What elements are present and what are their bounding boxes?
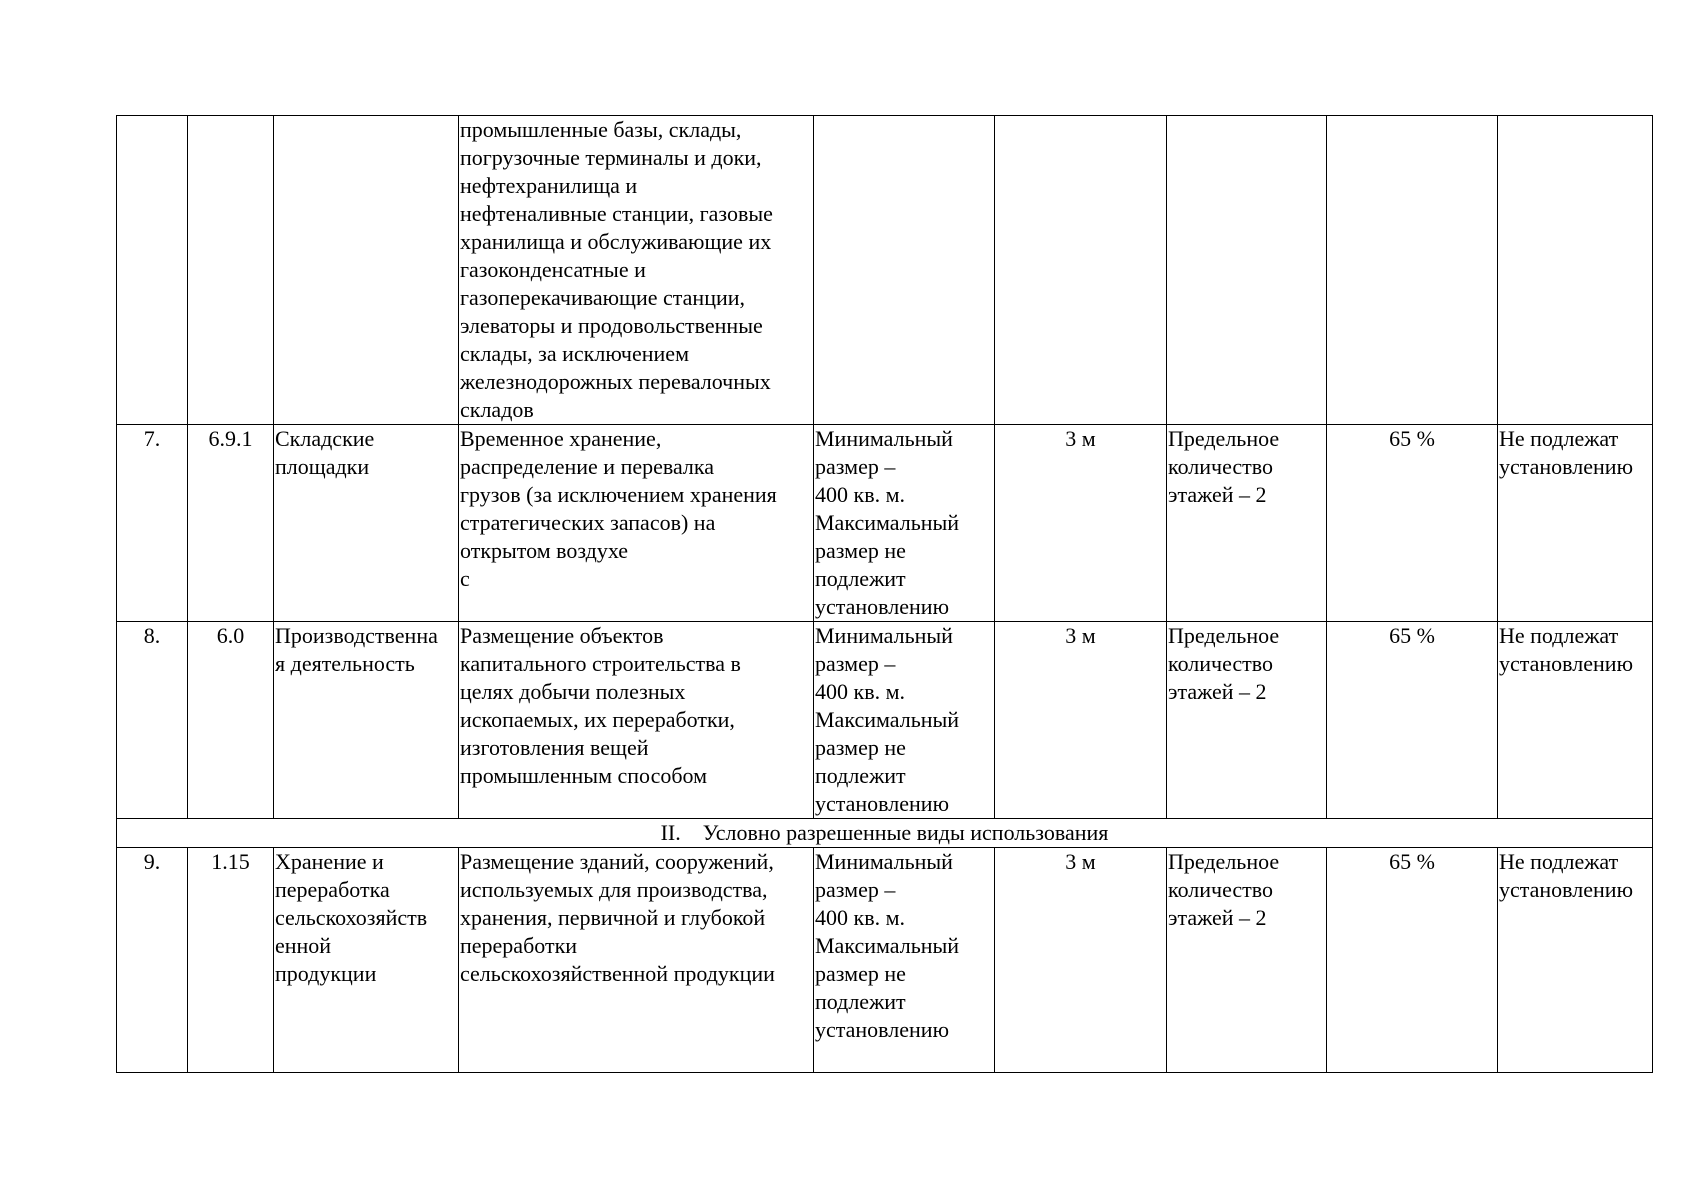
cell-floors	[1167, 116, 1327, 425]
table-row	[117, 848, 1653, 1073]
table-row	[117, 425, 1653, 622]
cell-other	[1498, 116, 1653, 425]
cell-num	[117, 116, 188, 425]
cell-code	[188, 425, 274, 622]
other-text: Не подлежат установлению	[1499, 849, 1634, 902]
setback-value: 3 м	[1065, 849, 1096, 874]
cell-code	[188, 622, 274, 819]
coverage-value: 65 %	[1389, 623, 1435, 648]
cell-description	[459, 622, 814, 819]
cell-size	[814, 116, 995, 425]
cell-description	[459, 848, 814, 1073]
other-text: Не подлежат установлению	[1499, 623, 1634, 676]
section-number: II.	[660, 820, 681, 845]
description-text: промышленные базы, склады, погрузочные терминалы и доки, нефтехранилища и нефтеналивные станции, газовые хранилища и обслуживающие их газоконденсатные и газоперекачивающие станции, элеваторы и продовольственные склады, за исключением железнодорожных перевалочных складов	[460, 117, 773, 422]
cell-setback	[995, 848, 1167, 1073]
cell-coverage	[1327, 425, 1498, 622]
row-number: 9.	[143, 849, 161, 874]
cell-num	[117, 622, 188, 819]
cell-description	[459, 116, 814, 425]
description-text: Размещение объектов капитального строительства в целях добычи полезных ископаемых, их переработки, изготовления вещей промышленным способом	[460, 623, 741, 788]
cell-description	[459, 425, 814, 622]
section-heading	[117, 819, 1653, 848]
setback-value: 3 м	[1065, 623, 1096, 648]
cell-code	[188, 848, 274, 1073]
cell-coverage	[1327, 116, 1498, 425]
cell-coverage	[1327, 848, 1498, 1073]
section-title: Условно разрешенные виды использования	[702, 820, 1109, 845]
cell-code	[188, 116, 274, 425]
cell-setback	[995, 622, 1167, 819]
plot-size-text: Минимальный размер – 400 кв. м. Максимальный размер не подлежит установлению	[815, 426, 960, 619]
row-number: 7.	[143, 426, 161, 451]
cell-num	[117, 848, 188, 1073]
description-text: Размещение зданий, сооружений, используемых для производства, хранения, первичной и глубокой переработки сельскохозяйственной продукции	[460, 849, 775, 986]
cell-num	[117, 425, 188, 622]
plot-size-text: Минимальный размер – 400 кв. м. Максимальный размер не подлежит установлению	[815, 623, 960, 816]
row-number: 8.	[143, 623, 161, 648]
cell-floors	[1167, 622, 1327, 819]
land-use-table	[116, 115, 1653, 1073]
cell-floors	[1167, 425, 1327, 622]
cell-setback	[995, 425, 1167, 622]
cell-floors	[1167, 848, 1327, 1073]
setback-value: 3 м	[1065, 426, 1096, 451]
cell-name	[274, 425, 459, 622]
cell-other	[1498, 848, 1653, 1073]
use-code: 1.15	[211, 849, 250, 874]
cell-other	[1498, 425, 1653, 622]
use-code: 6.0	[216, 623, 245, 648]
cell-name	[274, 116, 459, 425]
cell-size	[814, 622, 995, 819]
other-text: Не подлежат установлению	[1499, 426, 1634, 479]
cell-size	[814, 848, 995, 1073]
use-code: 6.9.1	[208, 426, 253, 451]
floors-text: Предельное количество этажей – 2	[1168, 623, 1280, 704]
coverage-value: 65 %	[1389, 426, 1435, 451]
cell-name	[274, 622, 459, 819]
section-heading-row	[117, 819, 1653, 848]
use-name: Производственна я деятельность	[275, 623, 438, 676]
cell-other	[1498, 622, 1653, 819]
description-text: Временное хранение, распределение и перевалка грузов (за исключением хранения стратегических запасов) на открытом воздухе с	[460, 426, 777, 591]
cell-coverage	[1327, 622, 1498, 819]
cell-size	[814, 425, 995, 622]
cell-setback	[995, 116, 1167, 425]
floors-text: Предельное количество этажей – 2	[1168, 849, 1280, 930]
use-name: Хранение и переработка сельскохозяйств енной продукции	[275, 849, 428, 986]
plot-size-text: Минимальный размер – 400 кв. м. Максимальный размер не подлежит установлению	[815, 849, 960, 1042]
floors-text: Предельное количество этажей – 2	[1168, 426, 1280, 507]
table-row	[117, 622, 1653, 819]
coverage-value: 65 %	[1389, 849, 1435, 874]
table-row-continuation	[117, 116, 1653, 425]
cell-name	[274, 848, 459, 1073]
use-name: Складские площадки	[275, 426, 375, 479]
